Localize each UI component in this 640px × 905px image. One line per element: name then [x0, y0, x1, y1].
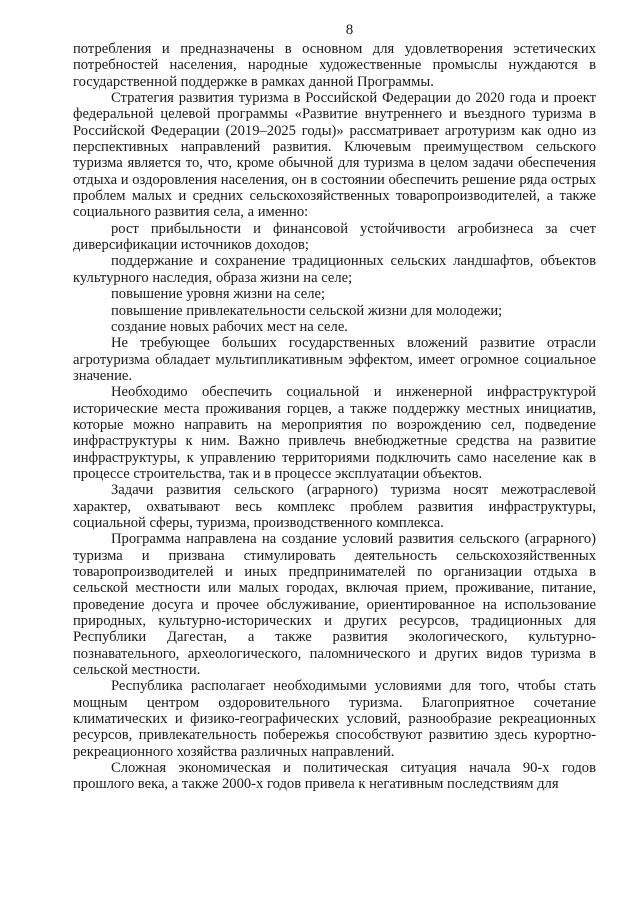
paragraph: поддержание и сохранение традиционных сельских ландшафтов, объектов культурного наследия, образа жизни на селе; [73, 253, 596, 286]
paragraph: Задачи развития сельского (аграрного) туризма носят межотраслевой характер, охватывают весь комплекс проблем развития инфраструктуры, социальной сферы, туризма, производственного комплекса. [73, 482, 596, 531]
paragraph: Программа направлена на создание условий развития сельского (аграрного) туризма и призвана стимулировать деятельность сельскохозяйственных товаропроизводителей и иных предпринимателей по организации отдыха в сельской местности или малых городах, включая прием, проживание, питание, проведение досуга и прочее обслуживание, ориентированное на использование природных, культурно-исторических и других ресурсов, традиционных для Республики Дагестан, а также развития экологического, культурно-познавательного, археологического, паломнического и других видов туризма в сельской местности. [73, 531, 596, 679]
page-number: 8 [345, 22, 354, 38]
paragraph: Необходимо обеспечить социальной и инженерной инфраструктурой исторические места проживания горцев, а также поддержку местных инициатив, которые можно направить на мероприятия по возрождению сел, подведение инфраструктуры к ним. Важно привлечь внебюджетные средства на развитие инфраструктуры, к управлению территориями подключить само население как в процессе строительства, так и в процессе эксплуатации объектов. [73, 384, 596, 482]
paragraph: Стратегия развития туризма в Российской Федерации до 2020 года и проект федеральной целевой программы «Развитие внутреннего и въездного туризма в Российской Федерации (2019–2025 годы)» рассматривает агротуризм как одно из перспективных направлений развития. Ключевым преимуществом сельского туризма является то, что, кроме обычной для туризма в целом задачи обеспечения отдыха и оздоровления населения, он в состоянии обеспечить решение ряда острых проблем малых и средних сельскохозяйственных товаропроизводителей, а также социального развития села, а именно: [73, 90, 596, 221]
paragraph: создание новых рабочих мест на селе. [111, 318, 348, 335]
paragraph: Республика располагает необходимыми условиями для того, чтобы стать мощным центром оздоровительного туризма. Благоприятное сочетание климатических и физико-географических условий, разнообразие рекреационных ресурсов, привлекательность побережья способствуют развитию здесь курортно-рекреационного хозяйства различных направлений. [73, 678, 596, 760]
paragraph: повышение привлекательности сельской жизни для молодежи; [111, 302, 503, 319]
paragraph: рост прибыльности и финансовой устойчивости агробизнеса за счет диверсификации источников доходов; [73, 220, 596, 254]
paragraph: повышение уровня жизни на селе; [111, 286, 326, 303]
document-body [73, 41, 596, 793]
paragraph: потребления и предназначены в основном для удовлетворения эстетических потребностей населения, народные художественные промыслы нуждаются в государственной поддержке в рамках данной Программы. [73, 41, 596, 90]
paragraph: Сложная экономическая и политическая ситуация начала 90-х годов прошлого века, а также 2000-х годов привела к негативным последствиям для [73, 760, 596, 793]
paragraph: Не требующее больших государственных вложений развитие отрасли агротуризма обладает мультипликативным эффектом, имеет огромное социальное значение. [73, 335, 596, 384]
